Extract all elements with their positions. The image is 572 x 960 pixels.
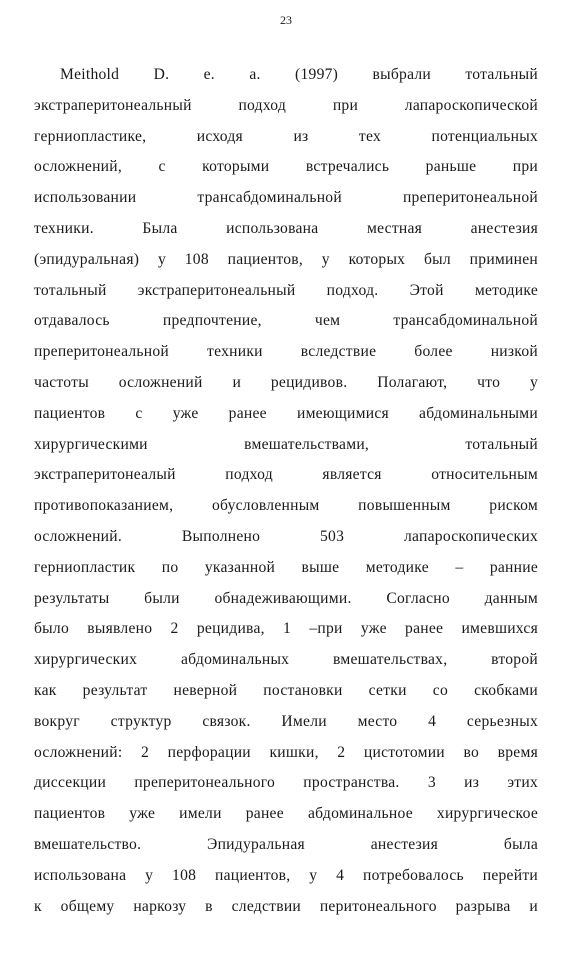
text-line: экстраперитонеальный подход при лапароскопической [34, 96, 538, 114]
text-line: пациентов уже имели ранее абдоминальное хирургическое [34, 805, 538, 823]
text-line: пациентов с уже ранее имеющимися абдоминальными [34, 404, 538, 422]
body-paragraph [34, 60, 538, 922]
text-line: диссекции преперитонеального пространства. 3 из этих [34, 774, 538, 792]
text-line: как результат неверной постановки сетки со скобками [34, 681, 538, 699]
text-line: осложнений, с которыми встречались раньше при [34, 158, 538, 176]
text-line: осложнений. Выполнено 503 лапароскопических [34, 527, 538, 545]
text-line: вокруг структур связок. Имели место 4 серьезных [34, 712, 538, 730]
text-line: хирургических абдоминальных вмешательствах, второй [34, 651, 538, 669]
text-line: использовании трансабдоминальной преперитонеальной [34, 189, 538, 207]
text-line: частоты осложнений и рецидивов. Полагают, что у [34, 373, 538, 391]
text-line: противопоказанием, обусловленным повышенным риском [34, 497, 538, 515]
text-line: герниопластик по указанной выше методике – ранние [34, 558, 538, 576]
text-line: отдавалось предпочтение, чем трансабдоминальной [34, 312, 538, 330]
text-line: использована у 108 пациентов, у 4 потребовалось перейти [34, 866, 538, 884]
text-line: хирургическими вмешательствами, тотальный [34, 435, 538, 453]
text-line: герниопластике, исходя из тех потенциальных [34, 127, 538, 145]
text-line: вмешательство. Эпидуральная анестезия была [34, 835, 538, 853]
text-line: тотальный экстраперитонеальный подход. Этой методике [34, 281, 538, 299]
text-line: техники. Была использована местная анестезия [34, 219, 538, 237]
text-line: к общему наркозу в следствии перитонеального разрыва и [34, 897, 538, 915]
text-line: преперитонеальной техники вследствие более низкой [34, 343, 538, 361]
page-number: 23 [280, 13, 292, 27]
text-line: было выявлено 2 рецидива, 1 –при уже ранее имевшихся [34, 620, 538, 638]
text-line: осложнений: 2 перфорации кишки, 2 цистотомии во время [34, 743, 538, 761]
text-line: (эпидуральная) у 108 пациентов, у которых был приминен [34, 250, 538, 268]
text-line: результаты были обнадеживающими. Согласно данным [34, 589, 538, 607]
text-line: экстраперитонеалый подход является относительным [34, 466, 538, 484]
text-line: Meithold D. e. a. (1997) выбрали тотальный [60, 66, 538, 83]
